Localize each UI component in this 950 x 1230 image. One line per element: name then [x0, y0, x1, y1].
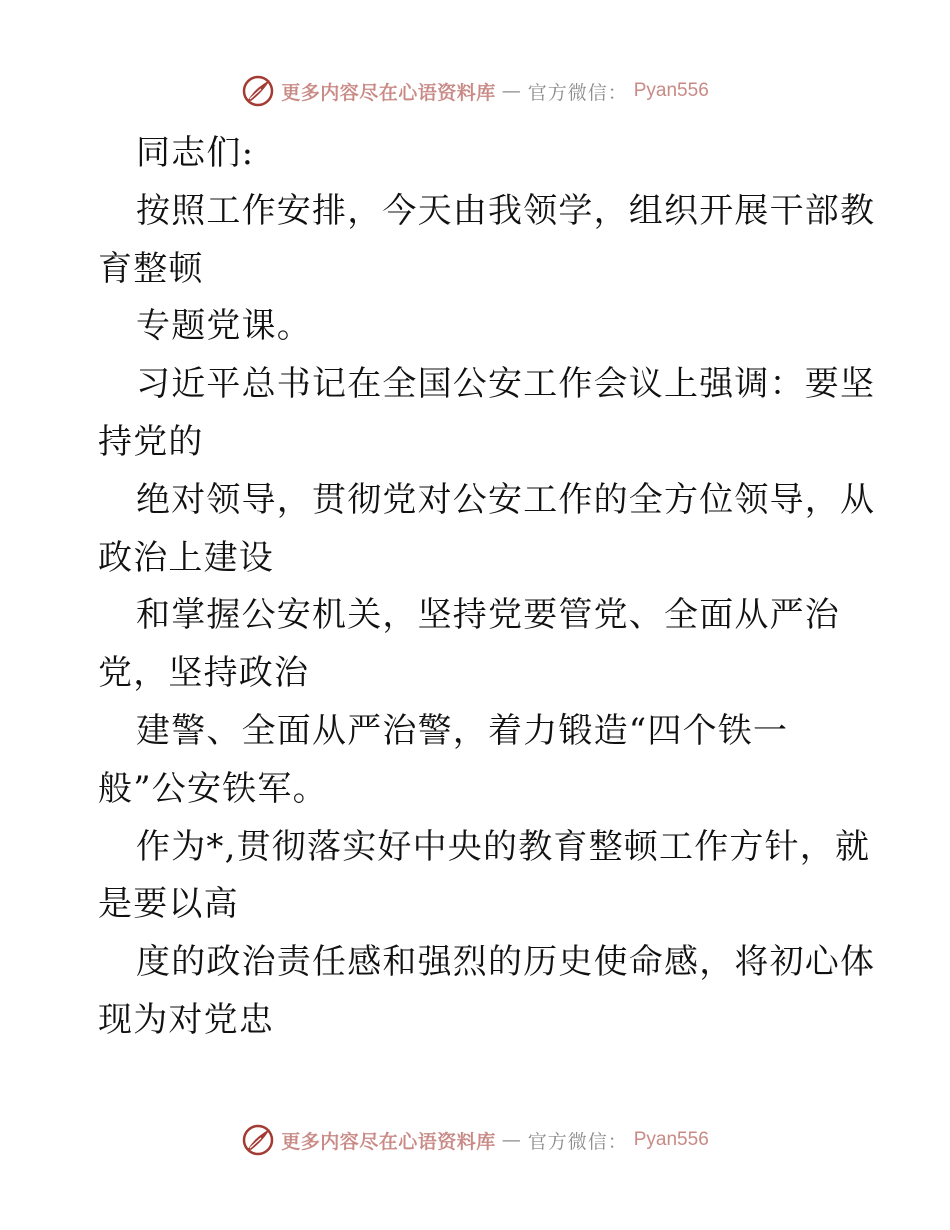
banner-wechat-id: Pyan556 — [633, 80, 709, 101]
banner-dash: — — [501, 80, 522, 102]
body-line: 是要以高 — [98, 884, 239, 925]
body-line: 和掌握公安机关，坚持党要管党、全面从严治 — [136, 595, 840, 636]
body-line: 绝对领导，贯彻党对公安工作的全方位领导，从 — [136, 479, 876, 520]
quill-logo-icon — [241, 1123, 275, 1157]
banner-wechat-id: Pyan556 — [633, 1129, 709, 1150]
banner-dash: — — [501, 1129, 522, 1151]
body-line: 作为*,贯彻落实好中央的教育整顿工作方针，就 — [136, 826, 871, 867]
body-line: 持党的 — [98, 421, 204, 462]
banner-main-text: 更多内容尽在心语资料库 — [281, 81, 496, 104]
banner-wechat-label: 官方微信： — [527, 1130, 628, 1153]
quill-logo-icon — [241, 74, 275, 108]
body-line: 般”公安铁军。 — [98, 768, 328, 809]
body-line: 习近平总书记在全国公安工作会议上强调：要坚 — [136, 364, 876, 405]
header-watermark-banner — [0, 71, 950, 111]
body-line: 度的政治责任感和强烈的历史使命感，将初心体 — [136, 942, 876, 983]
footer-watermark-banner — [0, 1120, 950, 1160]
body-line: 同志们: — [136, 133, 255, 173]
body-line: 现为对党忠 — [98, 999, 274, 1040]
document-body — [98, 125, 876, 1050]
body-line: 党，坚持政治 — [98, 653, 310, 694]
body-line: 育整顿 — [98, 248, 204, 289]
banner-main-text: 更多内容尽在心语资料库 — [281, 1130, 496, 1153]
body-line: 专题党课。 — [136, 306, 312, 347]
body-line: 按照工作安排，今天由我领学，组织开展干部教 — [136, 190, 876, 231]
body-line: 建警、全面从严治警，着力锻造“四个铁一 — [136, 710, 789, 751]
banner-wechat-label: 官方微信： — [527, 81, 628, 104]
body-line: 政治上建设 — [98, 537, 274, 578]
